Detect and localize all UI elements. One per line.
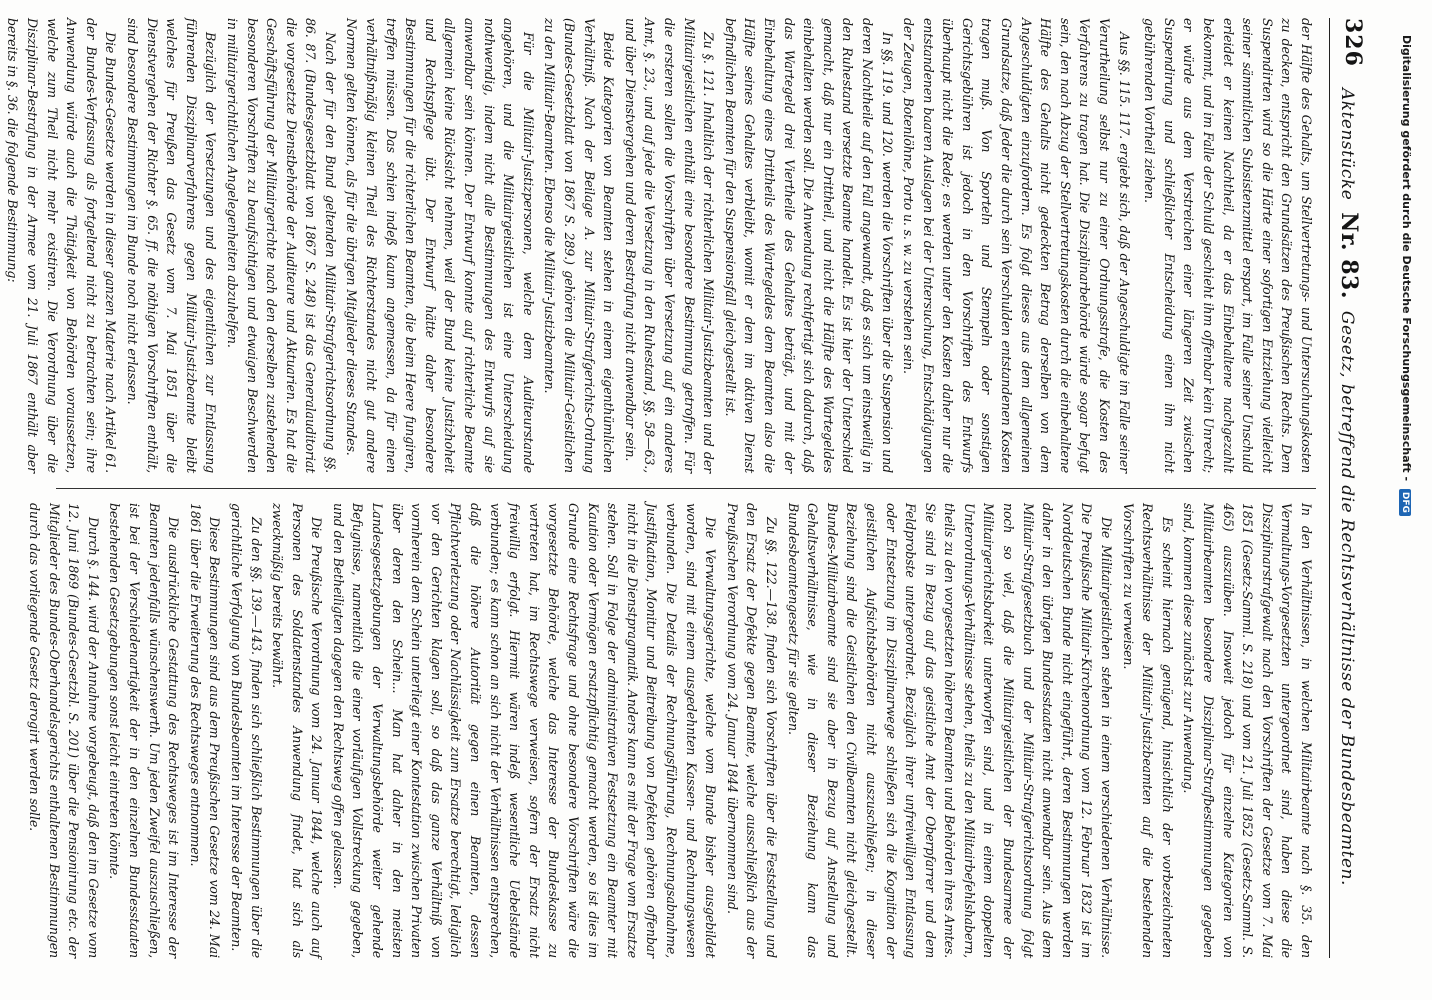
document-number: Nr. 83. — [1336, 212, 1362, 299]
paragraph: Es scheint hiernach genügend, hinsichtlich der vorbezeichneten Rechtsverhältnisse der Militair-Justizbeamten auf die bestehenden Vorschriften zu verweisen. — [1120, 503, 1175, 958]
column-divider — [56, 488, 1316, 489]
paragraph: Beide Kategorien von Beamten stehen in einem eigenthümlichen Verhältniß. Nach der Beilage A. zur Militair-Strafgerichts-Ordnung (Bundes-Gesetzblatt von 1867 S. 289.) gehören die Militair-Geistlichen zu den Militair-Beamten. Ebenso die Militair-Justizbeamten. — [542, 18, 617, 473]
page-number: 326 — [1340, 18, 1366, 67]
digitization-credit — [1397, 35, 1413, 965]
paragraph: der Hälfte des Gehalts, um Stellvertretungs- und Untersuchungskosten zu decken, entspricht den Grundsätzen des Preußischen Rechts. Dem Suspendirten wird so die Härte einer sofortigen Entziehung vielleicht seiner sämmtlichen Subsistenzmittel erspart, im Falle seiner Unschuld erleidet er keinen Nachtheil, da er das Einbehaltene nachgezahlt bekommt, und im Falle der Schuld geschieht ihm offenbar kein Unrecht; er würde aus dem Verstreichen einer längeren Zeit zwischen Suspendirung und schließlicher Entscheidung einen ihm nicht gebührenden Vortheil ziehen. — [1142, 18, 1314, 473]
paragraph: Bezüglich der Versetzungen und des eigentlichen zur Entlassung führenden Disziplinarverfahrens gegen Militair-Justizbeamte bleibt welches für Preußen das Gesetz vom 7. Mai 1851 über die Dienstvergehen der Richter §. 65. ff. die nöthigen Vorschriften enthält, sind besondere Bestimmungen im Bunde noch nicht erlassen. — [124, 18, 219, 473]
paragraph: Nach der für den Bund geltenden Militair-Strafgerichtsordnung §§. 86. 87. (Bundesgesetzblatt von 1867 S. 248) ist das Generalauditoriat die vorgesetzte Dienstbehörde der Auditeure und Aktuarien. Es hat die Geschäftsführung der Militairgerichte nach den derselben zustehenden besonderen Vorschriften zu beaufsichtigen und etwaigen Beschwerden in militairgerichtlichen Angelegenheiten abzuhelfen. — [224, 18, 338, 473]
running-header-left: Aktenstücke — [1337, 88, 1357, 201]
page-header — [1329, 18, 1370, 958]
running-header-right: Gesetz, betreffend die Rechtsverhältnisse der Bundesbeamten. — [1337, 310, 1357, 886]
paragraph: Die Militairgeistlichen stehen in einem verschiedenen Verhältnisse. Die Preußische Militair-Kirchenordnung vom 12. Februar 1832 ist im Norddeutschen Bunde nicht eingeführt, deren Bestimmungen werden daher in den übrigen Bundesstaaten nicht anwendbar sein. Aus dem Militair-Strafgesetzbuch und der Militair-Strafgerichtsordnung folgt noch so viel, daß die Militairgeistlichen der Bundesarmee der Militairgerichtsbarkeit unterworfen sind, und in einem doppelten Unterordnungs-Verhältnisse stehen, theils zu den Militairbefehlshabern, theils zu den vorgesetzten höheren Beamten und Behörden ihres Amtes. Sie sind in Bezug auf das geistliche Amt der Oberpfarrer und dem Feldprobste untergeordnet. Bezüglich ihrer unfreiwilligen Entlassung oder Entsetzung im Disziplinarwege schließen sich die Kognition der geistlichen Aufsichtsbehörden nicht auszuschließen; in dieser Beziehung sind die Geistlichen den Civilbeamten nicht gleichgestellt. Bundes-Militairbeamte sind sie aber in Bezug auf Anstellung und Gehaltsverhältnisse, wie in dieser Beziehung kann das Bundesbeamtengesetz für sie gelten. — [785, 503, 1115, 958]
running-header — [1336, 88, 1362, 886]
paragraph: Die Verwaltungsgerichte, welche vom Bunde bisher ausgebildet worden, sind mit einem ausgedehnten Kassen- und Rechnungswesen verbunden. Die Details der Rechnungsführung, Rechnungsabnahme, Justifikation, Monitur und Beitreibung von Defekten gehören offenbar nicht in die Dienstpragmatik. Anders kann es mit der Frage vom Ersatze stehen. Soll in Folge der administrativen Festsetzung ein Beamter mit Kaution oder Vermögen ersatzpflichtig gemacht werden, so ist dies im Grunde eine Rechtsfrage und ohne besondere Vorschriften wäre die vorgesetzte Behörde, welche das Interesse der Bundeskasse zu vertreten hat, im Rechtswege verweisen, sofern der Ersatz nicht freiwillig erfolgt. Hiermit wären indeß wesentliche Uebelstände verbunden; es kann schon an sich nicht der Verhältnissen entsprechen, daß die höhere Autorität gegen einen Beamten, dessen Pflichtverletzung oder Nachlässigkeit zum Ersatze berechtigt, lediglich vor den Gerichten klagen soll, so daß das ganze Verhältniß von vornherein dem Schein unterliegt einer Kontestation zwischen Privaten über deren den Schein... Man hat daher in den meisten Landesgesetzgebungen der Verwaltungsbehörde weiter gehende Befugnisse, namentlich die einer vorläufigen Vollstreckung gegeben, und den Betheiligten dagegen den Rechtsweg offen gelassen. — [330, 503, 719, 958]
paragraph: Zu §§. 122.—138. finden sich Vorschriften über die Feststellung und den Ersatz der Defekte gegen Beamte, welche ausschließlich aus der Preußischen Verordnung vom 24. Januar 1844 übernommen sind. — [724, 503, 779, 958]
paragraph: Zu §. 121. Inhaltlich der richterlichen Militair-Justizbeamten und der Militairgeistlichen enthält eine besondere Bestimmung getroffen. Für die ersteren sollen die Vorschriften über Versetzung auf ein anderes Amt, §. 23., und auf jede die Versetzung in den Ruhestand, §§. 58—63., und über Dienstvergehen und deren Bestrafung nicht anwendbar sein. — [622, 18, 717, 473]
paragraph: Die ausdrückliche Gestattung des Rechtsweges ist im Interesse der Beamten jedenfalls wünschenswerth. Um jeden Zweifel auszuschließen, ist bei der Verschiedenartigkeit der in den einzelnen Bundesstaaten bestehenden Gesetzgebungen sonst leicht eintreten könnte. — [107, 503, 182, 958]
right-text-column — [22, 503, 1316, 958]
credit-text: Digitalisierung gefördert durch die Deutsche Forschungsgemeinschaft - — [1400, 35, 1413, 482]
paragraph: Zu den §§. 139.—143. finden sich schließlich Bestimmungen über die gerichtliche Verfolgung von Bundesbeamten im Interesse der Beamten. — [228, 503, 264, 958]
paragraph: Für die Militair-Justizpersonen, welche dem Auditeurstande angehören, und die Militairgeistlichen ist eine Unterscheidung nothwendig, indem nicht alle Bestimmungen des Entwurfs auf sie anwendbar sein können. Der Entwurf konnte auf richterliche Beamte allgemein keine Rücksicht nehmen, weil der Bund keine Justizhoheit und Rechtspflege übt. Der Entwurf hätte daher besondere Bestimmungen für die richterlichen Beamten, die beim Heere fungiren, treffen müssen. Das schien indeß kaum angemessen, da für einen verhältnißmäßig kleinen Theil des Richterstandes nicht gut andere Normen gelten können, als für die übrigen Mitglieder dieses Standes. — [344, 18, 536, 473]
paragraph: In §§. 119. und 120. werden die Vorschriften über die Suspension und deren Nachtheile auf den Fall angewandt, daß es sich um einstweilig in den Ruhestand versetzte Beamte handelt. Es ist hier der Unterschied gemacht, daß nur ein Drittheil, und nicht die Hälfte des Wartegeldes einbehalten werden soll. Die Anwendung rechtfertigt sich dadurch, daß das Wartegeld drei Viertheile des Gehaltes beträgt, und mit der Einbehaltung eines Drittheils des Wartegeldes dem Beamten also die Hälfte seines Gehaltes verbleibt, womit er dem im aktiven Dienst befindlichen Beamten für den Suspensionsfall gleichgestellt ist. — [722, 18, 895, 473]
dfg-logo: DFG — [1399, 489, 1411, 516]
paragraph: In den Verhältnissen, in welchen Militairbeamte nach §. 35. den Vermaltungs-Vorgesetzten untergeordnet sind, haben diese die Disziplinarstrafgewalt nach den Vorschriften der Gesetze vom 7. Mai 1851 (Gesetz-Samml. S. 218) und vom 21. Juli 1852 (Gesetz-Samml. S. 465) auszuüben. Insoweit jedoch für einzelne Kategorien von Militairbeamten besondere Disziplinar-Strafbestimmungen gegeben sind, kommen diese zunächst zur Anwendung. — [1181, 503, 1314, 958]
paragraph: Die Preußische Verordnung vom 24. Januar 1844, welche auch auf Personen des Soldatenstandes Anwendung findet, hat sich als zweckmäßig bereits bewährt. — [270, 503, 325, 958]
paragraph: Diese Bestimmungen sind aus dem Preußischen Gesetze vom 24. Mai 1861 über die Erweiterung des Rechtsweges entnommen. — [187, 503, 223, 958]
paragraph: Durch §. 144. wird der Annahme vorgebeugt, daß den im Gesetze vom 12. Juni 1869 (Bundes-Gesetzbl. S. 201) über die Pensionirung etc. der Mitglieder des Bundes-Oberhandelsgerichts enthaltenen Bestimmungen durch das vorliegende Gesetz derogirt werden solle. — [27, 503, 101, 958]
left-text-column — [1, 18, 1316, 473]
rotated-document-page — [5, 0, 1400, 1000]
paragraph: Aus §§. 115. 117. ergiebt sich, daß der Angeschuldigte im Falle seiner Verurtheilung selbst nur zu einer Ordnungsstrafe, die Kosten des Verfahrens zu tragen hat. Die Disziplinarbehörde würde sogar befugt sein, den nach Abzug der Stellvertretungskosten durch die einbehaltene Hälfte des Gehalts nicht gedeckten Betrag derselben von dem Angeschuldigten einzufordern. Es folgt dieses aus dem allgemeinen Grundsatze, daß Jeder die durch sein Verschulden entstandenen Kosten tragen muß. Von Sporteln und Stempeln oder sonstigen Gerichtsgebühren ist jedoch in den Vorschriften des Entwurfs überhaupt nicht die Rede; es werden unter den Kosten daher nur die entstandenen baaren Auslagen bei der Untersuchung, Entschädigungen der Zeugen, Botenlöhne, Porto u. s. w. zu verstehen sein. — [901, 18, 1132, 473]
paragraph: Die Bundes-Gesetze werden in dieser ganzen Materie nach Artikel 61. der Bundes-Verfassung als fortgeltend nicht zu betrachten sein; ihre Anwendung würde auch die Thätigkeit von Behörden voraussetzen, welche zum Theil nicht mehr existiren. Die Verordnung über die Disziplinar-Bestrafung in der Armee vom 21. Juli 1867 enthält aber bereits in §. 36. die folgende Bestimmung: — [5, 18, 119, 473]
